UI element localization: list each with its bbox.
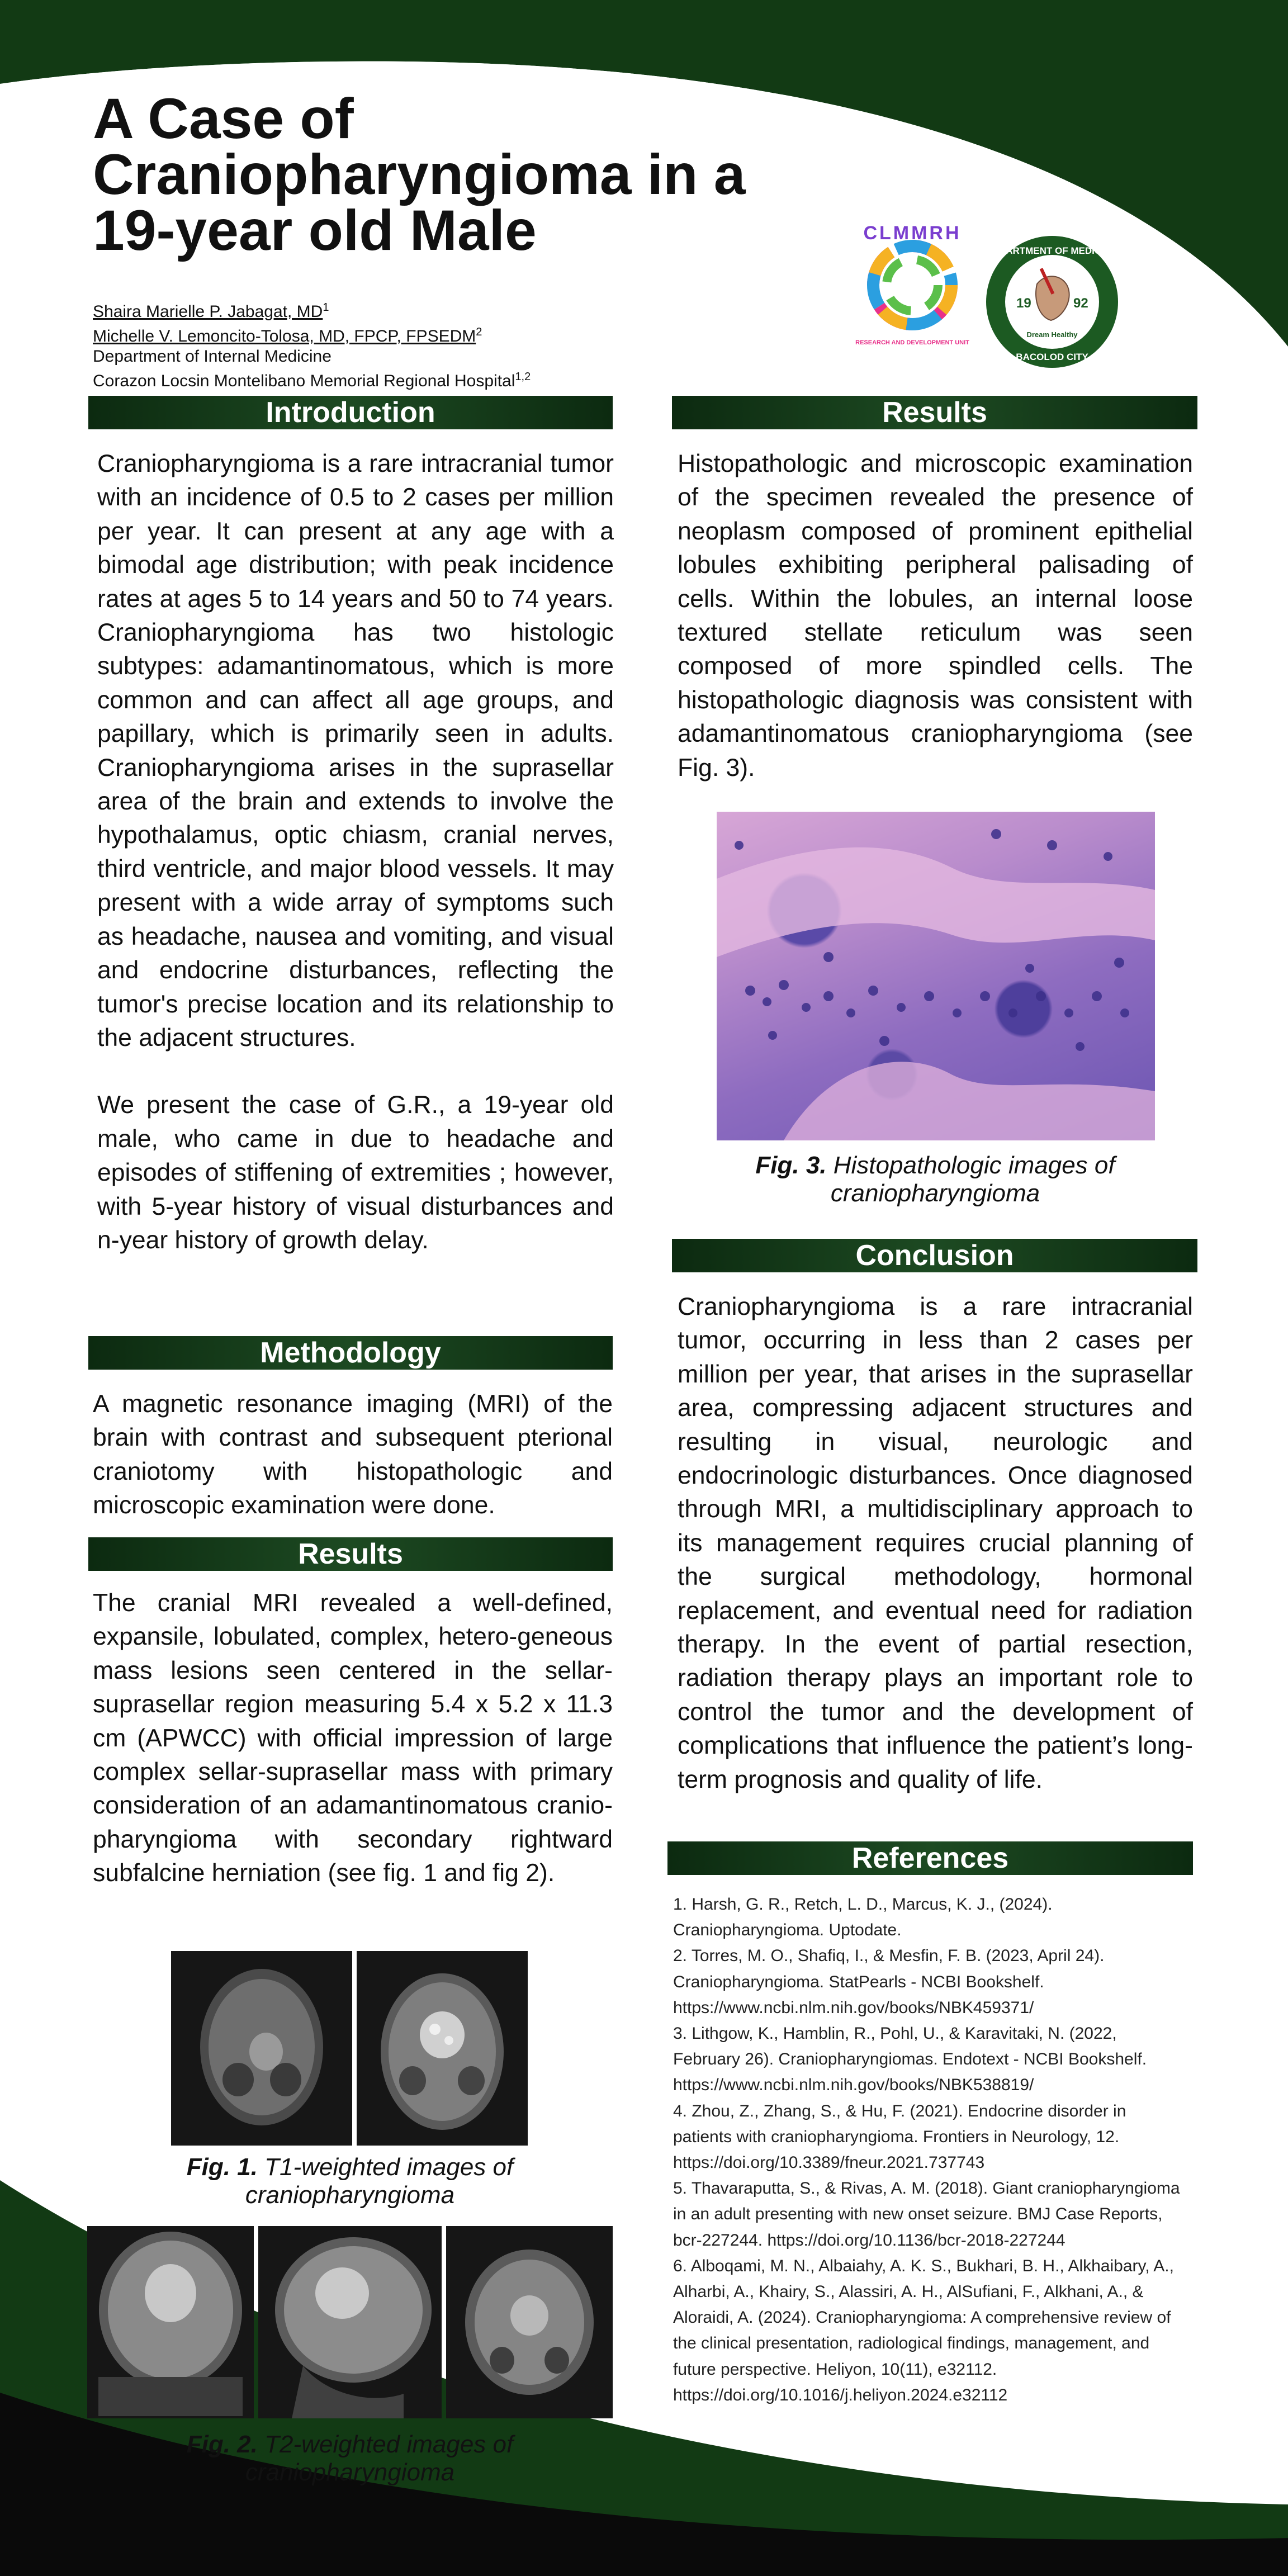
methodology-heading: Methodology <box>88 1336 613 1370</box>
clmmrh-logo <box>845 217 979 351</box>
fig2-caption <box>165 2431 534 2487</box>
author-1-affiliation: 1 <box>323 301 329 314</box>
department-of-medicine-seal <box>984 234 1121 371</box>
fig2-mri-image-coronal <box>87 2226 254 2418</box>
conclusion-heading: Conclusion <box>672 1239 1197 1272</box>
reference-item: 4. Zhou, Z., Zhang, S., & Hu, F. (2021). Endocrine disorder in patients with craniopharyngioma. Frontiers in Neurology, 12. https://doi.org/10.3389/fneur.2021.737743 <box>673 2101 1126 2172</box>
reference-item: 6. Alboqami, M. N., Albaiahy, A. K. S., Bukhari, B. H., Alkhaibary, A., Alharbi, A., Khairy, S., Alassiri, A. H., AlSufiani, F., Alkhani, A., & Aloraidi, A. (2024). Craniopharyngioma: A comprehensive review of the clinical presentation, radiological findings, management, and future perspective. Heliyon, 10(11), e32112. https://doi.org/10.1016/j.heliyon.2024.e32112 <box>673 2256 1174 2404</box>
introduction-section <box>97 447 614 1257</box>
seal-year-right: 92 <box>1073 296 1088 311</box>
fig3-caption <box>678 1152 1193 1208</box>
fig2-mri-image-axial <box>446 2226 613 2418</box>
reference-item: 5. Thavaraputta, S., & Rivas, A. M. (2018). Giant craniopharyngioma in an adult presenting with new onset seizure. BMJ Case Reports, bcr-227244. https://doi.org/10.1136/bcr-2018-227244 <box>673 2179 1180 2250</box>
fig2-mri-image-sagittal <box>258 2226 442 2418</box>
reference-item: 2. Torres, M. O., Shafiq, I., & Mesfin, F. B. (2023, April 24). Craniopharyngioma. StatPearls - NCBI Bookshelf. https://www.ncbi.nlm.nih.gov/books/NBK459371/ <box>673 1947 1105 2017</box>
author-1-name: Shaira Marielle P. Jabagat, MD <box>93 302 323 321</box>
introduction-heading: Introduction <box>88 396 613 429</box>
introduction-paragraph-1: Craniopharyngioma is a rare intracranial tumor with an incidence of 0.5 to 2 cases per million per year. It can present at any age with a bimodal age distribution; with peak incidence rates at ages 5 to 14 years and 50 to 74 years. Craniopharyngioma has two histologic subtypes: adamantinomatous, which is more common and can affect all age groups, and papillary, which is primarily seen in adults. Craniopharyngioma arises in the suprasellar area of the brain and extends to involve the hypothalamus, optic chiasm, cranial nerves, third ventricle, and major blood vessels. It may present with a wide array of symptoms such as headache, nausea and vomiting, and visual and endocrine disturbances, reflecting the tumor's precise location and its relationship to the adjacent structures. <box>97 450 614 1052</box>
seal-motto: Dream Healthy <box>1026 330 1078 339</box>
fig2-label: Fig. 2. <box>186 2431 258 2458</box>
fig3-caption-text: Histopathologic images of craniopharyngioma <box>830 1152 1115 1207</box>
clmmrh-logo-text: CLMMRH <box>863 222 962 244</box>
seal-city-text: BACOLOD CITY <box>1016 352 1088 362</box>
poster-title: A Case of Craniopharyngioma in a 19-year old Male <box>93 87 746 262</box>
hospital: Corazon Locsin Montelibano Memorial Regional Hospital <box>93 372 515 390</box>
reference-item: 1. Harsh, G. R., Retch, L. D., Marcus, K. J., (2024). Craniopharyngioma. Uptodate. <box>673 1895 1053 1940</box>
results-left-heading: Results <box>88 1537 613 1571</box>
fig1-mri-image-right <box>357 1951 528 2146</box>
conclusion-text: Craniopharyngioma is a rare intracranial tumor, occurring in less than 2 cases per million per year, that arises in the suprasellar area, compressing adjacent structures and resulting in visual, neurologic and endocrinologic disturbances. Once diagnosed through MRI, a multidisciplinary approach to its management requires crucial planning of the surgical methodology, hormonal replacement, and eventual need for radiation therapy. In the event of partial resection, radiation therapy plays an important role to control the tumor and the development of complications that influence the patient’s long-term prognosis and quality of life. <box>678 1293 1193 1793</box>
introduction-paragraph-2: We present the case of G.R., a 19-year old male, who came in due to headache and episodes of stiffening of extremities ; however, with 5-year history of visual disturbances and n-year history of growth delay. <box>97 1091 614 1254</box>
fig1-mri-image-left <box>171 1951 352 2146</box>
reference-item: 3. Lithgow, K., Hamblin, R., Pohl, U., & Karavitaki, N. (2022, February 26). Craniopharyngiomas. Endotext - NCBI Bookshelf. https://www.ncbi.nlm.nih.gov/books/NBK538819/ <box>673 2024 1147 2095</box>
fig2-caption-text: T2-weighted images of craniopharyngioma <box>245 2431 514 2486</box>
fig3-label: Fig. 3. <box>755 1152 827 1179</box>
fig1-caption-text: T1-weighted images of craniopharyngioma <box>245 2153 514 2209</box>
results-left-text: The cranial MRI revealed a well-defined, expansile, lobulated, complex, hetero-geneous mass lesions seen centered in the sellar-suprasellar region measuring 5.4 x 5.2 x 11.3 cm (APWCC) with official impression of large complex sellar-suprasellar mass with primary consideration of an adamantinomatous cranio-pharyngioma with secondary rightward subfalcine herniation (see fig. 1 and fig 2). <box>93 1589 613 1887</box>
results-right-text: Histopathologic and microscopic examination of the specimen revealed the presence of neoplasm composed of prominent epithelial lobules exhibiting peripheral palisading of cells. Within the lobules, an internal loose textured stellate reticulum was seen composed of more spindled cells. The histopathologic diagnosis was consistent with adamantinomatous craniopharyngioma (see Fig. 3). <box>678 450 1193 782</box>
references-heading: References <box>667 1841 1193 1875</box>
seal-top-text: DEPARTMENT OF MEDICINE <box>987 245 1117 256</box>
fig1-label: Fig. 1. <box>186 2153 258 2181</box>
clmmrh-logo-subtext: RESEARCH AND DEVELOPMENT UNIT <box>855 339 969 346</box>
methodology-text: A magnetic resonance imaging (MRI) of the brain with contrast and subsequent pterional craniotomy with histopathologic and microscopic examination were done. <box>93 1390 613 1519</box>
fig3-histopathology-image <box>717 812 1155 1140</box>
author-2-name: Michelle V. Lemoncito-Tolosa, MD, FPCP, FPSEDM <box>93 327 476 345</box>
author-2-affiliation: 2 <box>476 326 482 338</box>
results-right-heading: Results <box>672 396 1197 429</box>
seal-year-left: 19 <box>1016 296 1031 311</box>
author-block <box>93 297 680 391</box>
fig1-caption <box>165 2153 534 2209</box>
hospital-affiliation: 1,2 <box>515 371 531 383</box>
department: Department of Internal Medicine <box>93 347 332 366</box>
references-list <box>673 1892 1188 2408</box>
